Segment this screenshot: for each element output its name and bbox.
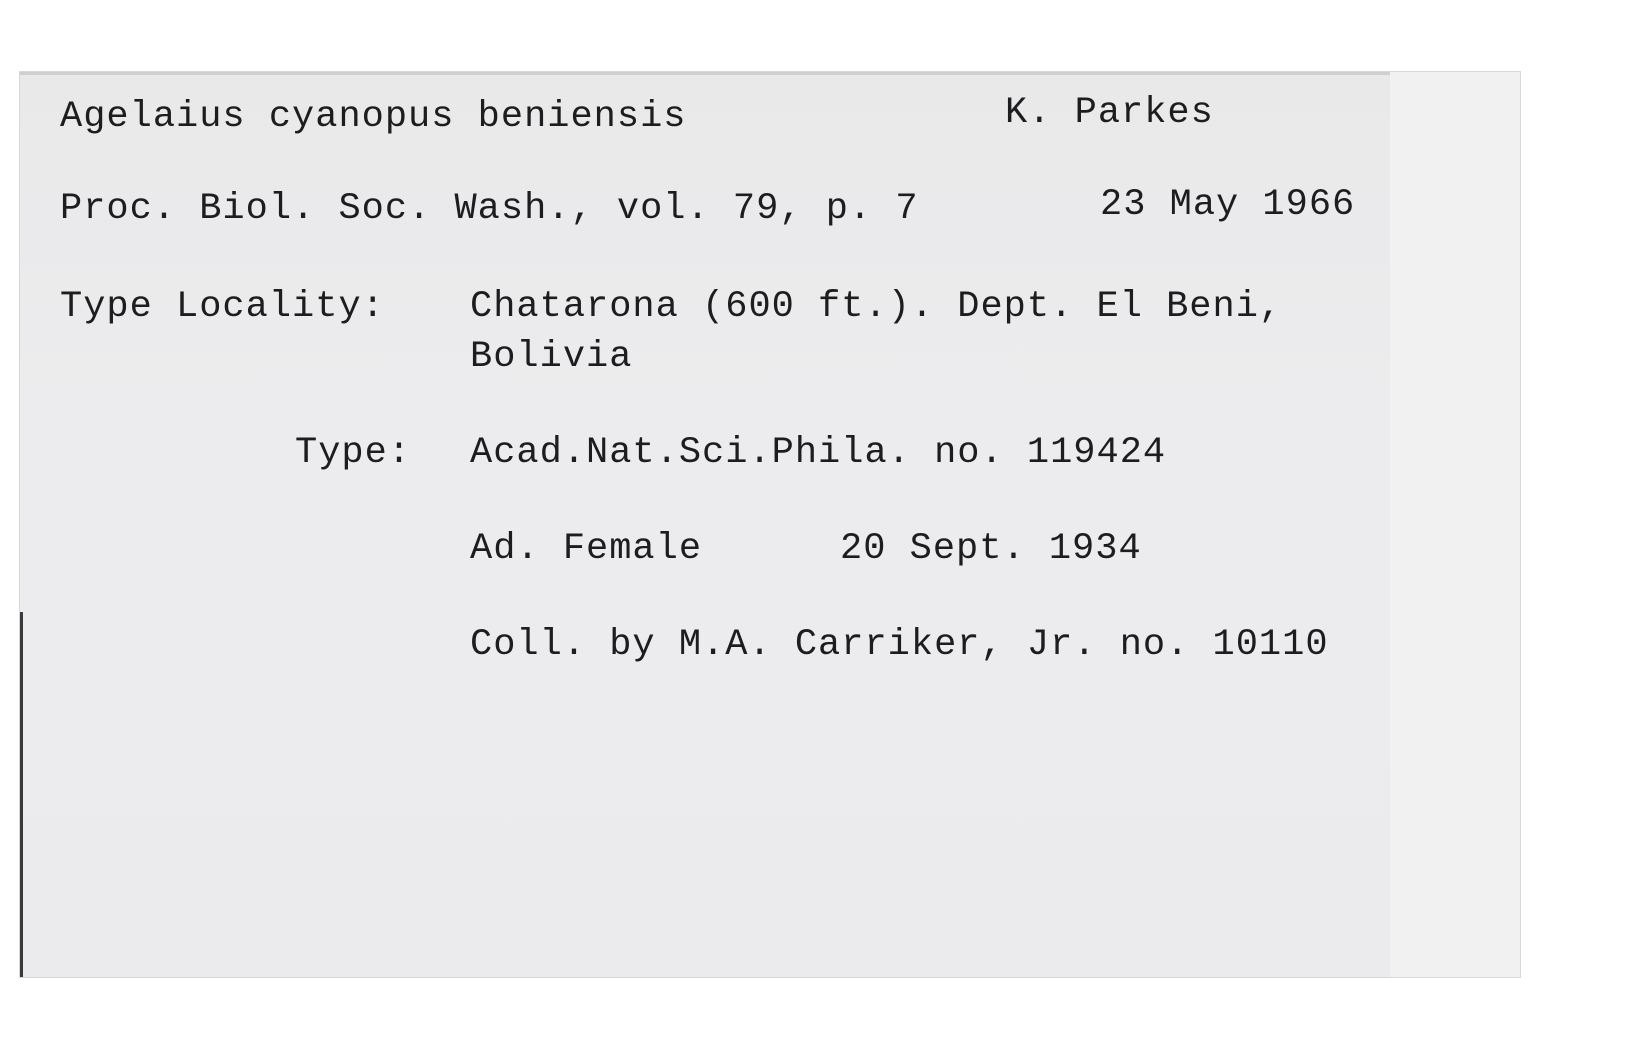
date-published: 23 May 1966	[1100, 184, 1356, 226]
type-label: Type:	[295, 432, 412, 474]
citation: Proc. Biol. Soc. Wash., vol. 79, p. 7	[60, 188, 919, 230]
type-locality-line-2: Bolivia	[470, 336, 633, 378]
type-locality-label: Type Locality:	[60, 286, 385, 328]
taxon-author: K. Parkes	[1005, 92, 1214, 134]
taxon-name: Agelaius cyanopus beniensis	[60, 96, 687, 138]
date-collected: 20 Sept. 1934	[840, 528, 1142, 570]
card-right-strip	[1390, 72, 1520, 977]
card-top-edge	[20, 72, 1520, 75]
sex-age: Ad. Female	[470, 528, 703, 570]
card-left-edge	[20, 612, 23, 977]
index-card	[20, 72, 1520, 977]
type-specimen: Acad.Nat.Sci.Phila. no. 119424	[470, 432, 1167, 474]
collector: Coll. by M.A. Carriker, Jr. no. 10110	[470, 624, 1329, 666]
type-locality-line-1: Chatarona (600 ft.). Dept. El Beni,	[470, 286, 1283, 328]
